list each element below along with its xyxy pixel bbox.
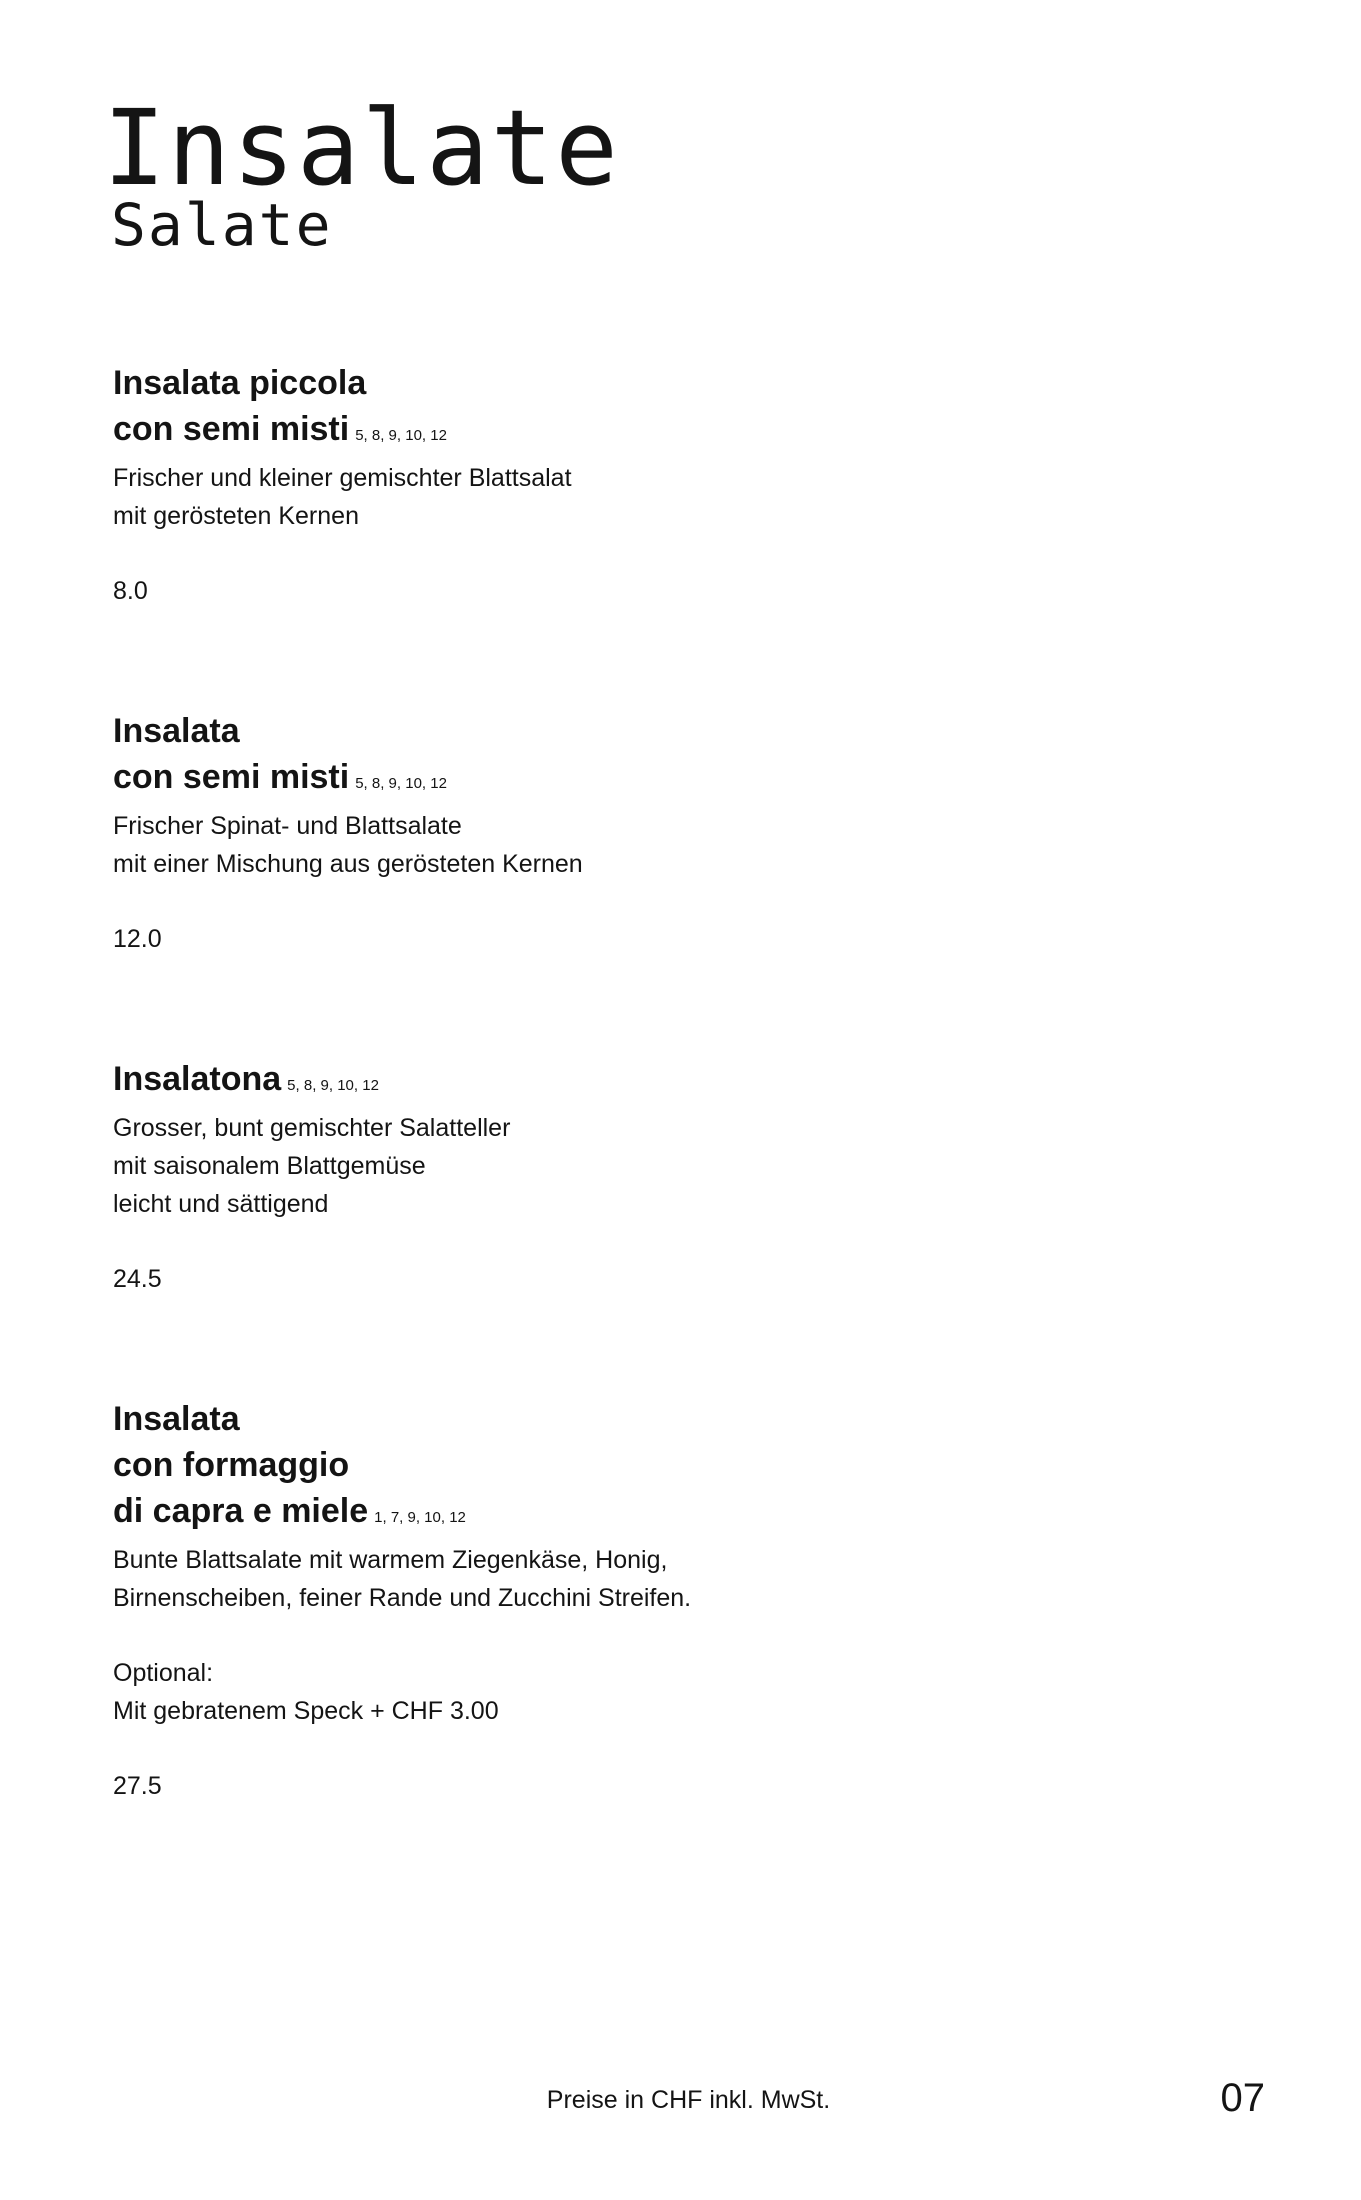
menu-item: [113, 1056, 1213, 1298]
dish-name-text: con semi misti: [113, 758, 350, 796]
description-line: Frischer und kleiner gemischter Blattsalat: [113, 464, 572, 492]
description-line: mit gerösteten Kernen: [113, 502, 359, 530]
dish-price: 24.5: [113, 1265, 162, 1293]
allergen-codes: 5, 8, 9, 10, 12: [355, 775, 447, 792]
page-subtitle: Salate: [111, 191, 333, 259]
menu-item: [113, 708, 1213, 958]
menu-item: [113, 360, 1213, 610]
dish-description: [113, 459, 1213, 535]
dish-name: [113, 1056, 1213, 1109]
dish-description: [113, 1109, 1213, 1223]
dish-name: [113, 1396, 1213, 1541]
description-line: mit einer Mischung aus gerösteten Kernen: [113, 850, 583, 878]
dish-name-text: di capra e miele: [113, 1492, 369, 1530]
optional-text: Mit gebratenem Speck + CHF 3.00: [113, 1697, 499, 1725]
dish-name-text: Insalatona: [113, 1060, 282, 1098]
description-line: Birnenscheiben, feiner Rande und Zucchini Streifen.: [113, 1584, 692, 1612]
dish-name-line: [113, 1056, 1213, 1109]
dish-name-line: Insalata: [113, 712, 240, 750]
dish-name: [113, 708, 1213, 807]
description-line: Bunte Blattsalate mit warmem Ziegenkäse, Honig,: [113, 1546, 668, 1574]
menu-item: [113, 1396, 1213, 1805]
page-number: 07: [1220, 2076, 1265, 2120]
description-line: Frischer Spinat- und Blattsalate: [113, 812, 462, 840]
dish-name-text: con semi misti: [113, 410, 350, 448]
page-header: [103, 87, 620, 259]
allergen-codes: 5, 8, 9, 10, 12: [355, 427, 447, 444]
dish-name-line: [113, 1488, 1213, 1541]
allergen-codes: 1, 7, 9, 10, 12: [374, 1509, 466, 1526]
dish-name-line: [113, 406, 1213, 459]
page-title: Insalate: [103, 87, 620, 209]
dish-name-line: Insalata: [113, 1400, 240, 1438]
optional-label: Optional:: [113, 1659, 214, 1687]
dish-price: 8.0: [113, 577, 148, 605]
dish-description: [113, 1541, 1213, 1617]
menu-items: [113, 360, 1213, 1805]
dish-price: 12.0: [113, 925, 162, 953]
price-note: Preise in CHF inkl. MwSt.: [546, 2086, 831, 2114]
dish-name-line: con formaggio: [113, 1446, 350, 1484]
description-line: leicht und sättigend: [113, 1190, 329, 1218]
dish-name-line: [113, 754, 1213, 807]
dish-name: [113, 360, 1213, 459]
dish-name-line: Insalata piccola: [113, 364, 367, 402]
description-line: Grosser, bunt gemischter Salatteller: [113, 1114, 511, 1142]
allergen-codes: 5, 8, 9, 10, 12: [287, 1077, 379, 1094]
dish-price: 27.5: [113, 1772, 162, 1800]
dish-description: [113, 807, 1213, 883]
description-line: mit saisonalem Blattgemüse: [113, 1152, 426, 1180]
dish-optional: [113, 1654, 1213, 1730]
